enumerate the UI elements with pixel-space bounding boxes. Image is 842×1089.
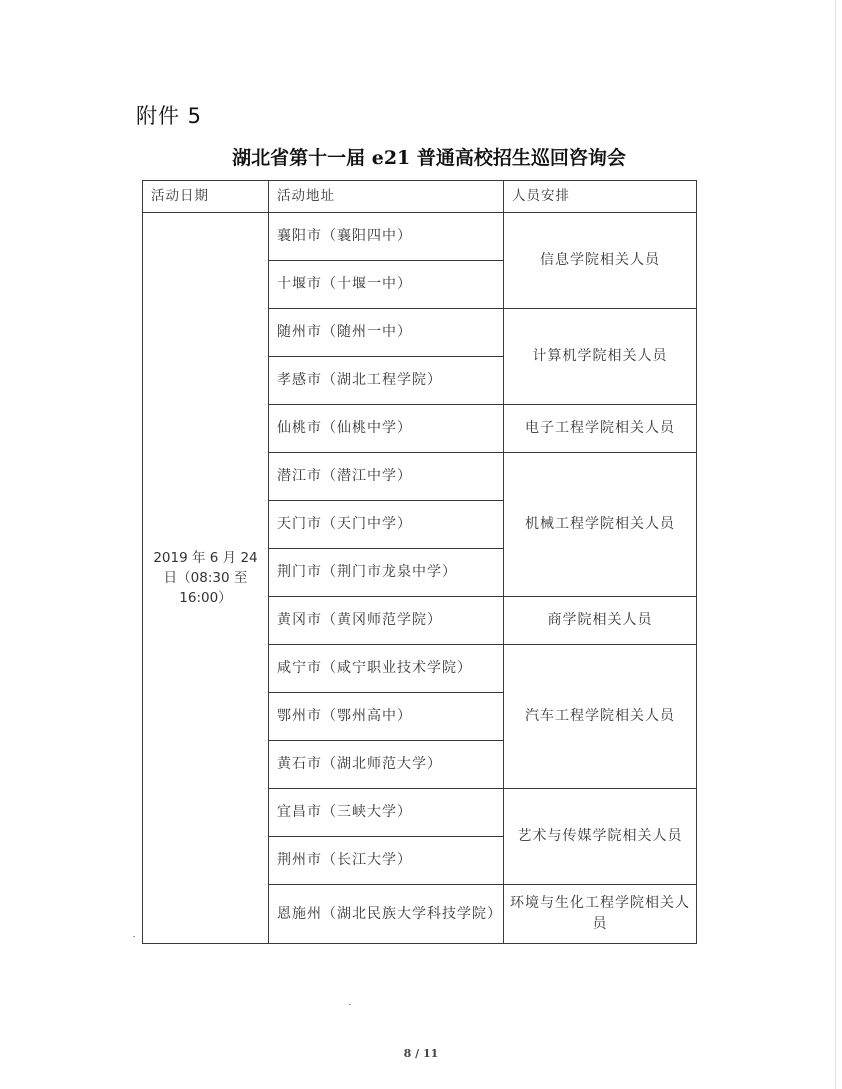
scan-speck [133, 936, 135, 937]
address-cell: 随州市（随州一中） [269, 309, 504, 357]
header-address: 活动地址 [269, 181, 504, 213]
staff-cell: 商学院相关人员 [504, 597, 697, 645]
scan-speck [349, 1004, 351, 1005]
staff-cell: 艺术与传媒学院相关人员 [504, 789, 697, 885]
header-staff: 人员安排 [504, 181, 697, 213]
staff-cell: 汽车工程学院相关人员 [504, 645, 697, 789]
address-cell: 仙桃市（仙桃中学） [269, 405, 504, 453]
schedule-table [142, 180, 697, 944]
staff-cell: 机械工程学院相关人员 [504, 453, 697, 597]
header-date: 活动日期 [143, 181, 269, 213]
address-cell: 恩施州（湖北民族大学科技学院） [269, 885, 504, 944]
address-cell: 十堰市（十堰一中） [269, 261, 504, 309]
staff-cell: 信息学院相关人员 [504, 213, 697, 309]
page-number: 8 / 11 [403, 1047, 439, 1060]
address-cell: 鄂州市（鄂州高中） [269, 693, 504, 741]
address-cell: 潜江市（潜江中学） [269, 453, 504, 501]
address-cell: 黄冈市（黄冈师范学院） [269, 597, 504, 645]
staff-cell: 环境与生化工程学院相关人员 [504, 885, 697, 944]
address-cell: 天门市（天门中学） [269, 501, 504, 549]
address-cell: 荆门市（荆门市龙泉中学） [269, 549, 504, 597]
table-header-row [143, 181, 697, 213]
address-cell: 黄石市（湖北师范大学） [269, 741, 504, 789]
attachment-label: 附件 5 [136, 104, 203, 128]
document-title: 湖北省第十一届 e21 普通高校招生巡回咨询会 [232, 147, 626, 169]
staff-cell: 计算机学院相关人员 [504, 309, 697, 405]
address-cell: 孝感市（湖北工程学院） [269, 357, 504, 405]
address-cell: 荆州市（长江大学） [269, 837, 504, 885]
staff-cell: 电子工程学院相关人员 [504, 405, 697, 453]
table-row [143, 213, 697, 261]
address-cell: 宜昌市（三峡大学） [269, 789, 504, 837]
address-cell: 咸宁市（咸宁职业技术学院） [269, 645, 504, 693]
address-cell: 襄阳市（襄阳四中） [269, 213, 504, 261]
activity-date: 2019 年 6 月 24 日（08:30 至 16:00） [143, 213, 269, 944]
